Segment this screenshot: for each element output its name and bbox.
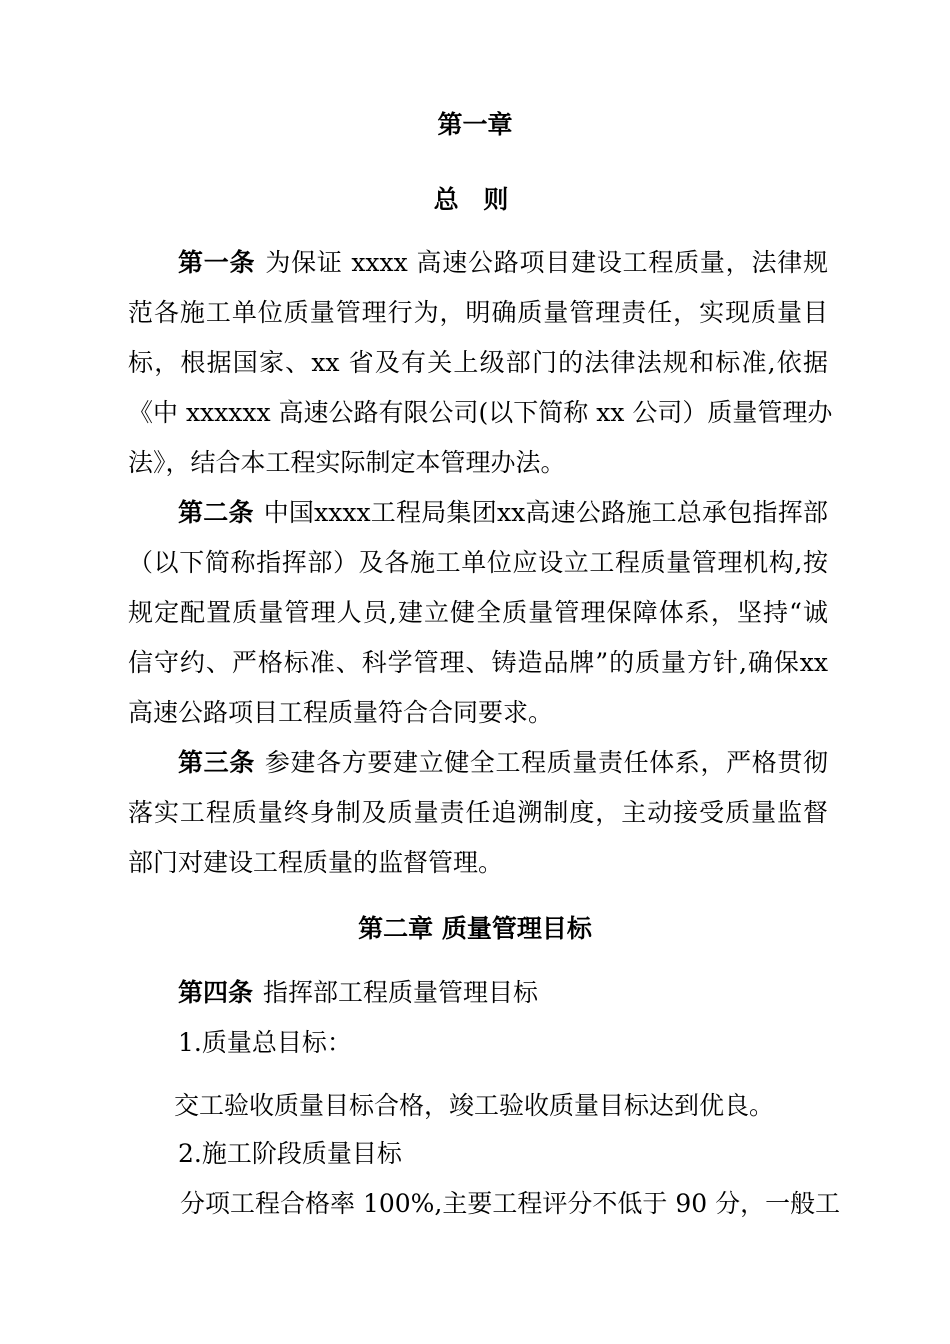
article-1-label: 第一条 <box>178 248 256 277</box>
chapter-1-title: 第一章 <box>437 110 513 139</box>
chapter-1-subtitle: 总 则 <box>433 185 517 214</box>
article-3-line-2: 落实工程质量终身制及质量责任追溯制度，主动接受质量监督 <box>128 798 828 827</box>
goal-item-2-text: 分项工程合格率 100%,主要工程评分不低于 90 分，一般工 <box>180 1189 841 1218</box>
article-1-text-1: 为保证 xxxx 高速公路项目建设工程质量，法律规 <box>265 248 828 277</box>
article-3-line-1 <box>178 746 828 780</box>
article-1-line-4: 《中 xxxxxx 高速公路有限公司(以下简称 xx 公司）质量管理办 <box>128 398 833 427</box>
article-3-label: 第三条 <box>178 748 255 777</box>
article-2-line-1 <box>178 496 828 530</box>
article-2-line-2: （以下简称指挥部）及各施工单位应设立工程质量管理机构,按 <box>128 548 828 577</box>
goal-item-2: 2.施工阶段质量目标 <box>178 1139 402 1168</box>
article-3-line-3: 部门对建设工程质量的监督管理。 <box>128 848 504 877</box>
article-1-line-5: 法》，结合本工程实际制定本管理办法。 <box>128 448 566 477</box>
article-1-line-1 <box>178 246 828 280</box>
goal-item-1-text: 交工验收质量目标合格，竣工验收质量目标达到优良。 <box>174 1091 775 1120</box>
article-2-line-4: 信守约、严格标准、科学管理、铸造品牌”的质量方针,确保xx <box>128 648 828 677</box>
article-4-text: 指挥部工程质量管理目标 <box>263 978 539 1007</box>
article-4-line <box>178 976 828 1010</box>
article-2-line-3: 规定配置质量管理人员,建立健全质量管理保障体系，坚持“诚 <box>128 598 828 627</box>
article-1-line-2: 范各施工单位质量管理行为，明确质量管理责任，实现质量目 <box>128 298 828 327</box>
goal-item-1: 1.质量总目标： <box>178 1028 352 1057</box>
article-4-label: 第四条 <box>178 978 254 1007</box>
chapter-2-title: 第二章 质量管理目标 <box>358 914 592 943</box>
article-2-text-1: 中国xxxx工程局集团xx高速公路施工总承包指挥部 <box>263 498 828 527</box>
article-3-text-1: 参建各方要建立健全工程质量责任体系，严格贯彻 <box>264 748 828 777</box>
article-1-line-3: 标，根据国家、xx 省及有关上级部门的法律法规和标准,依据 <box>128 348 828 377</box>
article-2-label: 第二条 <box>178 498 254 527</box>
article-2-line-5: 高速公路项目工程质量符合合同要求。 <box>128 698 554 727</box>
